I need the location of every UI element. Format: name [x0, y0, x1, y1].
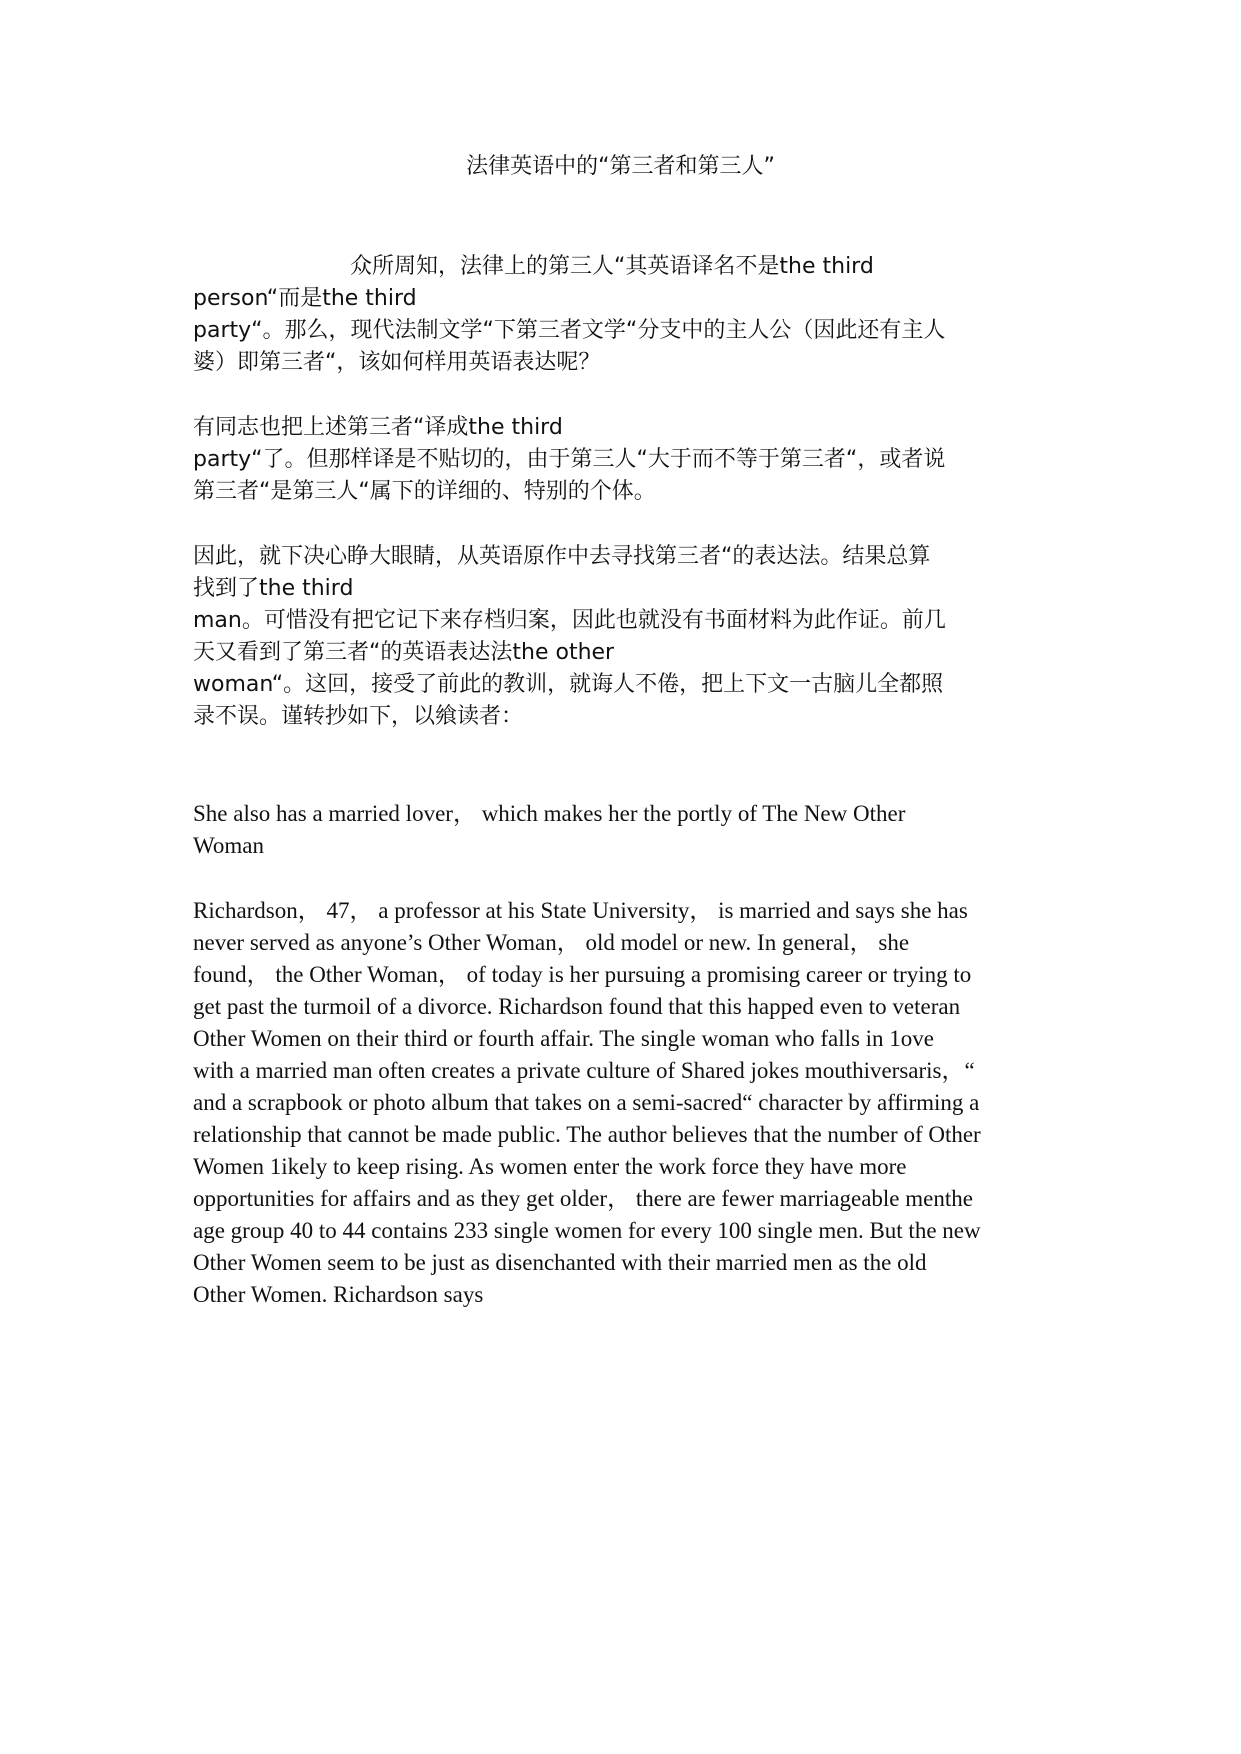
text-line: opportunities for affairs and as they get older， there are fewer marriageable menthe [193, 1186, 973, 1211]
text-line: Woman [193, 833, 264, 858]
text-line: found， the Other Woman， of today is her pursuing a promising career or trying to [193, 962, 972, 987]
text-line: 天又看到了第三者“的英语表达法the other [193, 640, 615, 665]
text-line: Other Women. Richardson says [193, 1282, 484, 1307]
text-line: Richardson， 47， a professor at his State University， is married and says she has [193, 898, 968, 923]
text-line: never served as anyone’s Other Woman， old model or new. In general， she [193, 930, 910, 955]
text-line: 有同志也把上述第三者“译成the third [193, 415, 563, 440]
text-line: party“。那么，现代法制文学“下第三者文学“分支中的主人公（因此还有主人 [193, 318, 946, 343]
text-line: age group 40 to 44 contains 233 single women for every 100 single men. But the new [193, 1218, 981, 1243]
text-line: Women 1ikely to keep rising. As women enter the work force they have more [193, 1154, 907, 1179]
text-line: Other Women seem to be just as disenchanted with their married men as the old [193, 1250, 927, 1275]
text-line: with a married man often creates a private culture of Shared jokes mouthiversaris，“ [193, 1058, 975, 1083]
text-line: get past the turmoil of a divorce. Richardson found that this happed even to veteran [193, 994, 961, 1019]
text-line: 众所周知，法律上的第三人“其英语译名不是the third [350, 254, 874, 279]
text-line: 第三者“是第三人“属下的详细的、特别的个体。 [193, 479, 656, 504]
text-line: relationship that cannot be made public. The author believes that the number of Other [193, 1122, 981, 1147]
text-line: She also has a married lover， which makes her the portly of The New Other [193, 801, 906, 826]
text-line: 录不误。谨转抄如下，以飨读者： [193, 704, 524, 729]
text-line: party“了。但那样译是不贴切的，由于第三人“大于而不等于第三者“，或者说 [193, 447, 946, 472]
text-line: person“而是the third [193, 286, 417, 311]
text-line: Other Women on their third or fourth affair. The single woman who falls in 1ove [193, 1026, 935, 1051]
text-line: and a scrapbook or photo album that takes on a semi-sacred“ character by affirming a [193, 1090, 980, 1115]
text-line: 婆）即第三者“，该如何样用英语表达呢？ [193, 350, 601, 375]
text-line: 找到了the third [193, 576, 354, 601]
document-title: 法律英语中的“第三者和第三人” [466, 154, 775, 179]
text-line: woman“。这回，接受了前此的教训，就诲人不倦，把上下文一古脑儿全都照 [193, 672, 944, 697]
text-line: man。可惜没有把它记下来存档归案，因此也就没有书面材料为此作证。前几 [193, 608, 946, 633]
text-line: 因此，就下决心睁大眼睛，从英语原作中去寻找第三者“的表达法。结果总算 [193, 544, 931, 569]
